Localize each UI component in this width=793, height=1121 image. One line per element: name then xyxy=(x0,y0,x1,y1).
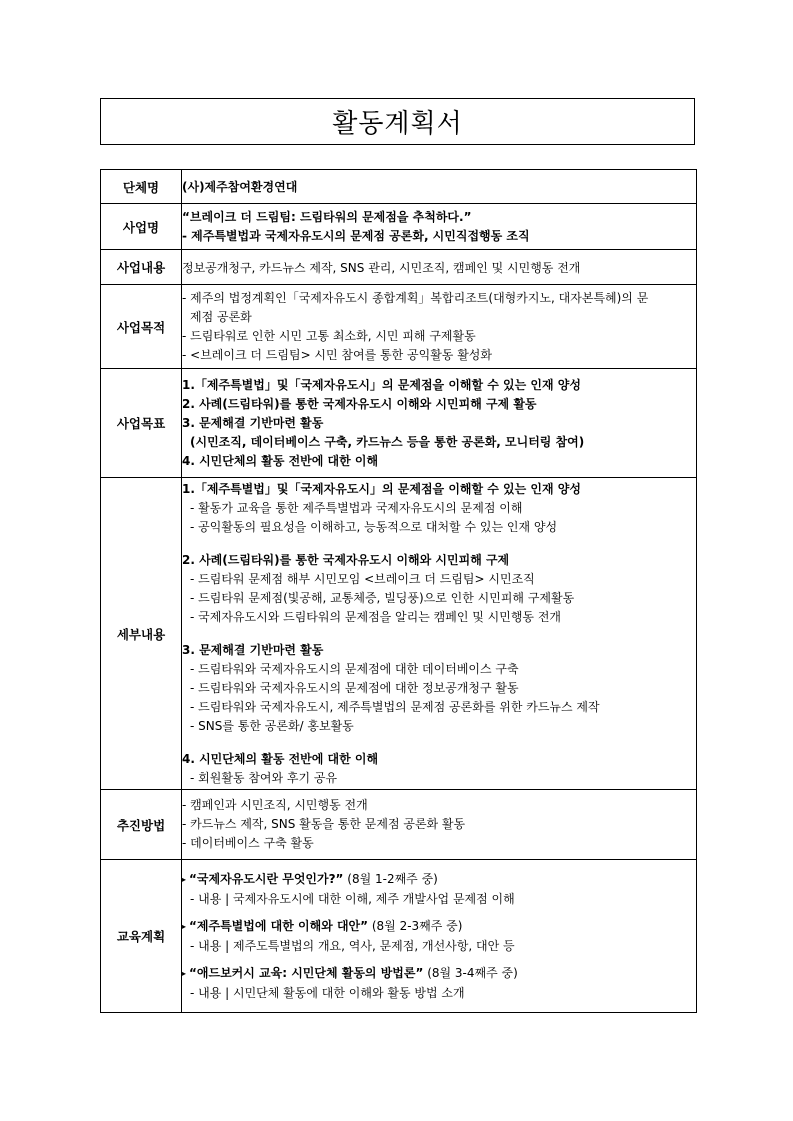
org-value: (사)제주참여환경연대 xyxy=(182,170,697,204)
education-3-desc: - 내용 | 시민단체 활동에 대한 이해와 활동 방법 소개 xyxy=(190,985,465,1000)
row-project-name xyxy=(101,204,697,250)
detail-1-b: - 공익활동의 필요성을 이해하고, 능동적으로 대처할 수 있는 인재 양성 xyxy=(190,519,558,534)
detail-3-d: - SNS를 통한 공론화/ 홍보활동 xyxy=(190,718,354,733)
detail-3-title: 3. 문제해결 기반마련 활동 xyxy=(182,642,324,657)
education-3-title: “애드보커시 교육: 시민단체 활동의 방법론” xyxy=(189,965,424,980)
education-1-title: “국제자유도시란 무엇인가?” xyxy=(189,871,344,886)
project-name-label: 사업명 xyxy=(101,204,182,250)
detail-1-title: 1.「제주특별법」및「국제자유도시」의 문제점을 이해할 수 있는 인재 양성 xyxy=(182,481,581,496)
goal-3: 3. 문제해결 기반마련 활동 xyxy=(182,415,324,430)
triangle-bullet-icon: ▸ xyxy=(182,874,187,884)
project-name-line2: - 제주특별법과 국제자유도시의 문제점 공론화, 시민직접행동 조직 xyxy=(182,228,530,243)
row-project-content xyxy=(101,250,697,285)
purpose-line1: - 제주의 법정계획인「국제자유도시 종합계획」복합리조트(대형카지노, 대자본특혜)의 문 xyxy=(182,290,649,305)
detail-3-a: - 드림타워와 국제자유도시의 문제점에 대한 데이터베이스 구축 xyxy=(190,661,519,676)
org-label: 단체명 xyxy=(101,170,182,204)
education-2-date: (8월 2-3째주 중) xyxy=(368,918,463,933)
row-purpose xyxy=(101,285,697,369)
row-method xyxy=(101,790,697,860)
project-name-cell xyxy=(182,204,697,250)
detail-2-c: - 국제자유도시와 드림타워의 문제점을 알리는 캠페인 및 시민행동 전개 xyxy=(190,609,562,624)
method-1: - 캠페인과 시민조직, 시민행동 전개 xyxy=(182,798,368,812)
detail-4-a: - 회원활동 참여와 후기 공유 xyxy=(190,770,338,785)
goal-1: 1.「제주특별법」및「국제자유도시」의 문제점을 이해할 수 있는 인재 양성 xyxy=(182,377,581,392)
row-education xyxy=(101,860,697,1013)
goal-2: 2. 사례(드림타워)를 통한 국제자유도시 이해와 시민피해 구제 활동 xyxy=(182,396,537,411)
purpose-line3: - <브레이크 더 드림팀> 시민 참여를 통한 공익활동 활성화 xyxy=(182,347,492,362)
education-2-desc: - 내용 | 제주도특별법의 개요, 역사, 문제점, 개선사항, 대안 등 xyxy=(190,938,515,953)
education-3-date: (8월 3-4째주 중) xyxy=(423,965,518,980)
goal-3-detail: (시민조직, 데이터베이스 구축, 카드뉴스 등을 통한 공론화, 모니터링 참여) xyxy=(190,434,585,449)
education-1-desc: - 내용 | 국제자유도시에 대한 이해, 제주 개발사업 문제점 이해 xyxy=(190,891,515,906)
triangle-bullet-icon: ▸ xyxy=(182,968,187,978)
detail-4-title: 4. 시민단체의 활동 전반에 대한 이해 xyxy=(182,751,379,766)
detail-2-title: 2. 사례(드림타워)를 통한 국제자유도시 이해와 시민피해 구제 xyxy=(182,552,510,567)
education-1-date: (8월 1-2째주 중) xyxy=(343,871,438,886)
purpose-label: 사업목적 xyxy=(101,285,182,369)
project-content-label: 사업내용 xyxy=(101,250,182,285)
details-cell xyxy=(182,478,697,790)
detail-3-b: - 드림타워와 국제자유도시의 문제점에 대한 정보공개청구 활동 xyxy=(190,680,519,695)
method-cell xyxy=(182,790,697,860)
detail-3-c: - 드림타워와 국제자유도시, 제주특별법의 문제점 공론화를 위한 카드뉴스 제작 xyxy=(190,699,600,714)
purpose-line2: - 드림타워로 인한 시민 고통 최소화, 시민 피해 구제활동 xyxy=(182,328,476,343)
activity-plan-table xyxy=(100,169,697,1013)
method-3: - 데이터베이스 구축 활동 xyxy=(182,836,314,850)
detail-1-a: - 활동가 교육을 통한 제주특별법과 국제자유도시의 문제점 이해 xyxy=(190,500,523,515)
goal-4: 4. 시민단체의 활동 전반에 대한 이해 xyxy=(182,453,379,468)
triangle-bullet-icon: ▸ xyxy=(182,921,187,931)
method-2: - 카드뉴스 제작, SNS 활동을 통한 문제점 공론화 활동 xyxy=(182,817,466,831)
row-org xyxy=(101,170,697,204)
project-content-value: 정보공개청구, 카드뉴스 제작, SNS 관리, 시민조직, 캠페인 및 시민행동 전개 xyxy=(182,250,697,285)
row-details xyxy=(101,478,697,790)
details-label: 세부내용 xyxy=(101,478,182,790)
education-cell xyxy=(182,860,697,1013)
purpose-line1-cont: 제점 공론화 xyxy=(190,309,252,324)
education-3 xyxy=(182,964,696,984)
education-2-title: “제주특별법에 대한 이해와 대안” xyxy=(189,918,369,933)
document-title: 활동계획서 xyxy=(100,98,695,145)
goals-label: 사업목표 xyxy=(101,369,182,478)
goals-cell xyxy=(182,369,697,478)
detail-2-b: - 드림타워 문제점(빛공해, 교통체증, 빌딩풍)으로 인한 시민피해 구제활동 xyxy=(190,590,575,605)
education-1 xyxy=(182,870,696,890)
detail-2-a: - 드림타워 문제점 해부 시민모임 <브레이크 더 드림팀> 시민조직 xyxy=(190,571,535,586)
method-label: 추진방법 xyxy=(101,790,182,860)
purpose-cell xyxy=(182,285,697,369)
education-2 xyxy=(182,917,696,937)
education-label: 교육계획 xyxy=(101,860,182,1013)
row-goals xyxy=(101,369,697,478)
project-name-line1: “브레이크 더 드림팀: 드림타워의 문제점을 추척하다.” xyxy=(182,209,472,224)
